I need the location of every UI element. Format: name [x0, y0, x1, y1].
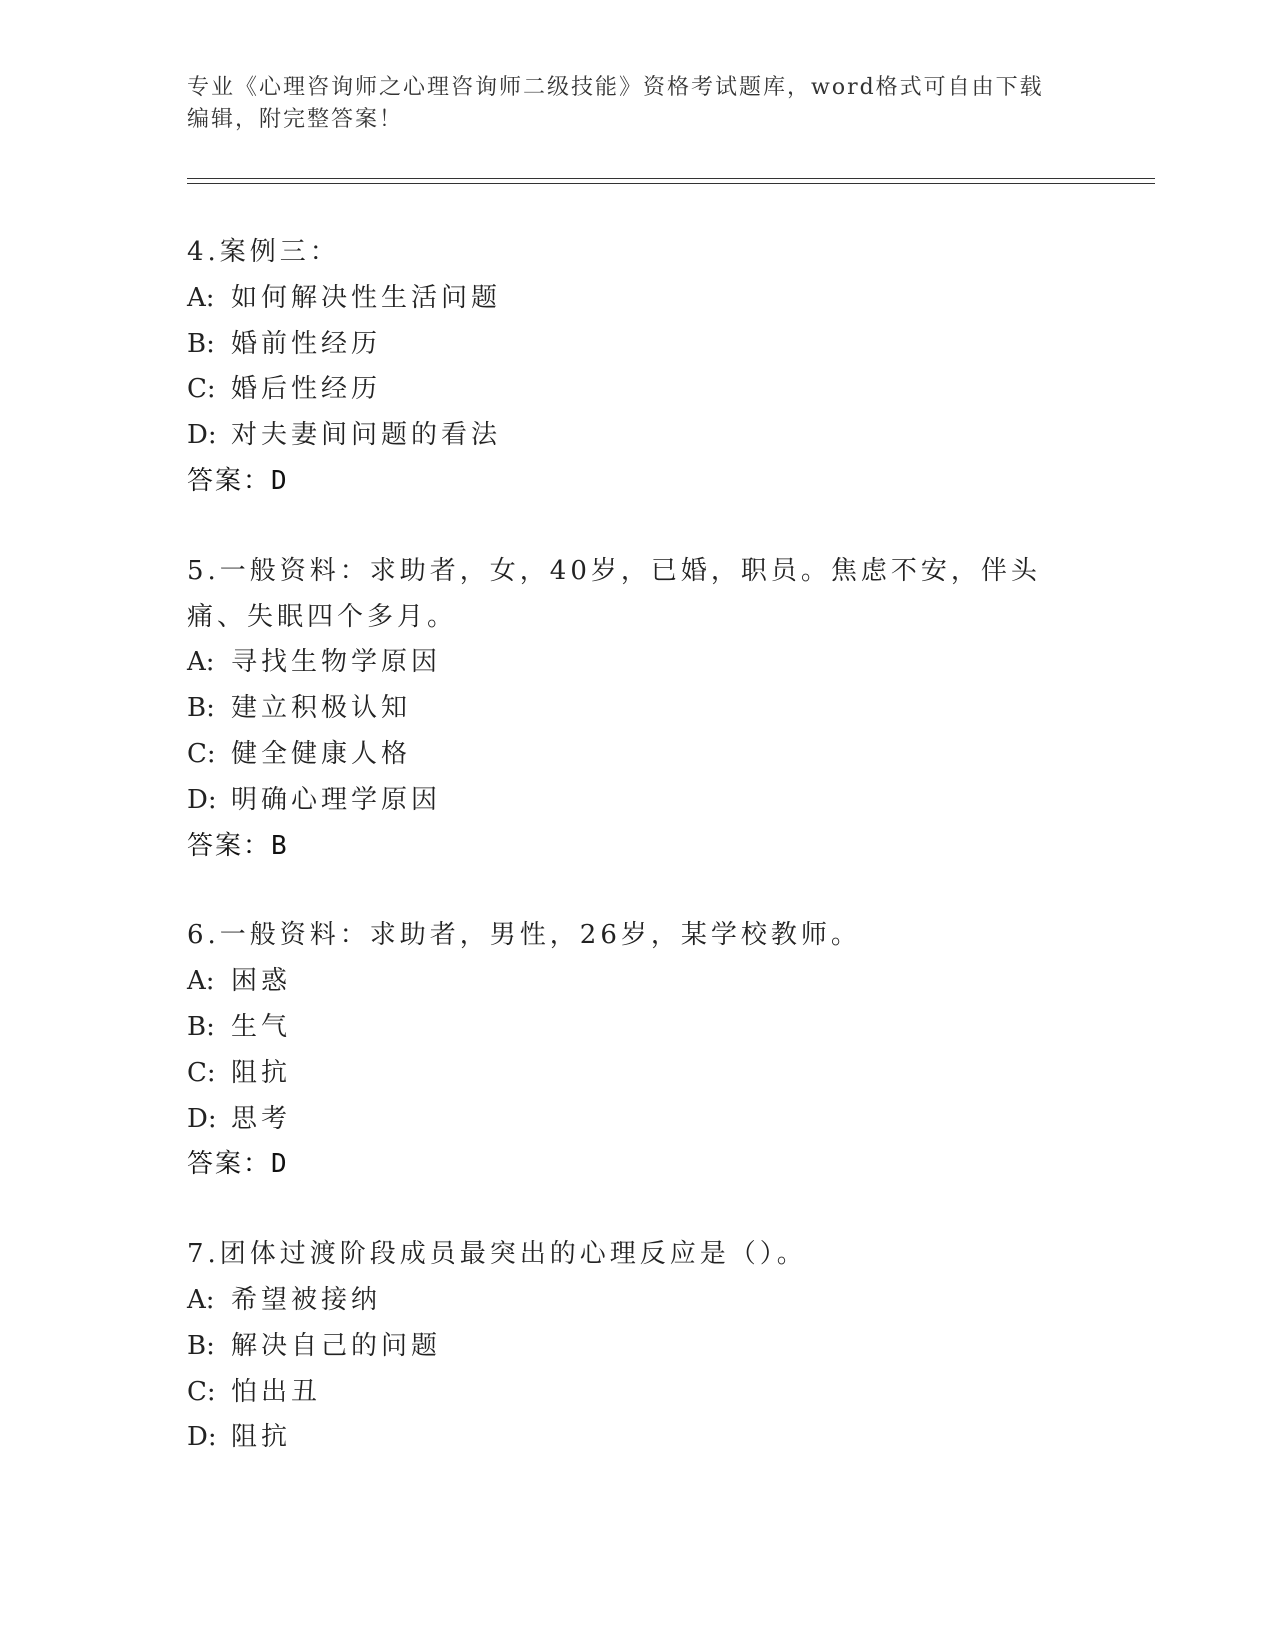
question-stem: 4.案例三：	[187, 237, 340, 267]
question-4	[187, 230, 1087, 505]
option-b	[187, 1005, 1087, 1051]
header-line-2: 编辑，附完整答案！	[187, 107, 404, 132]
option-letter: D:	[187, 420, 217, 451]
answer-label: 答案：	[187, 830, 272, 861]
document-header	[187, 72, 1067, 136]
option-c	[187, 1051, 1087, 1097]
option-letter: C:	[187, 1057, 216, 1088]
answer-value: B	[271, 830, 289, 861]
option-letter: C:	[187, 1376, 216, 1407]
option-b	[187, 322, 1087, 368]
option-text: 婚后性经历	[231, 374, 382, 405]
question-stem: 5.一般资料：求助者，女，40岁，已婚，职员。焦虑不安，伴头痛、失眠四个多月。	[187, 555, 1041, 632]
option-c	[187, 1370, 1087, 1416]
option-letter: D:	[187, 1422, 217, 1453]
option-text: 寻找生物学原因	[231, 647, 442, 678]
option-text: 对夫妻间问题的看法	[231, 420, 502, 451]
answer-value: D	[271, 465, 289, 496]
option-letter: B:	[187, 693, 215, 724]
option-letter: B:	[187, 1330, 215, 1361]
option-text: 建立积极认知	[231, 693, 412, 724]
option-text: 思考	[231, 1103, 292, 1134]
option-letter: B:	[187, 328, 215, 359]
option-a	[187, 276, 1087, 322]
option-d	[187, 1097, 1087, 1143]
answer-line	[187, 459, 1087, 505]
option-letter: A:	[187, 282, 215, 313]
option-letter: A:	[187, 966, 215, 997]
answer-line	[187, 1142, 1087, 1188]
option-b	[187, 1324, 1087, 1370]
question-5	[187, 549, 1087, 870]
option-text: 困惑	[231, 966, 292, 997]
option-text: 如何解决性生活问题	[231, 282, 502, 313]
question-7	[187, 1232, 1087, 1461]
option-letter: B:	[187, 1011, 215, 1042]
option-letter: D:	[187, 1103, 217, 1134]
answer-label: 答案：	[187, 465, 272, 496]
option-d	[187, 413, 1087, 459]
option-c	[187, 367, 1087, 413]
option-letter: A:	[187, 647, 215, 678]
option-d	[187, 1415, 1087, 1461]
option-a	[187, 1278, 1087, 1324]
option-text: 明确心理学原因	[231, 784, 442, 815]
question-stem: 6.一般资料：求助者，男性，26岁，某学校教师。	[187, 920, 861, 951]
option-a	[187, 640, 1087, 686]
option-text: 希望被接纳	[231, 1284, 382, 1315]
answer-value: D	[271, 1149, 289, 1180]
question-list	[187, 230, 1087, 1505]
option-letter: C:	[187, 374, 216, 405]
option-letter: D:	[187, 784, 217, 815]
answer-line	[187, 824, 1087, 870]
question-6	[187, 913, 1087, 1188]
question-stem: 7.团体过渡阶段成员最突出的心理反应是（）。	[187, 1239, 807, 1270]
option-text: 生气	[231, 1011, 292, 1042]
option-letter: C:	[187, 738, 216, 769]
option-text: 阻抗	[231, 1422, 292, 1453]
option-text: 怕出丑	[231, 1376, 322, 1407]
header-divider-bottom	[187, 183, 1155, 184]
option-c	[187, 732, 1087, 778]
header-divider-top	[187, 178, 1155, 179]
option-b	[187, 686, 1087, 732]
option-d	[187, 778, 1087, 824]
option-text: 婚前性经历	[231, 328, 382, 359]
header-line-1: 专业《心理咨询师之心理咨询师二级技能》资格考试题库，word格式可自由下载	[187, 75, 1044, 100]
option-text: 阻抗	[231, 1057, 292, 1088]
option-letter: A:	[187, 1284, 215, 1315]
option-text: 解决自己的问题	[231, 1330, 442, 1361]
option-text: 健全健康人格	[231, 738, 412, 769]
answer-label: 答案：	[187, 1149, 272, 1180]
option-a	[187, 959, 1087, 1005]
